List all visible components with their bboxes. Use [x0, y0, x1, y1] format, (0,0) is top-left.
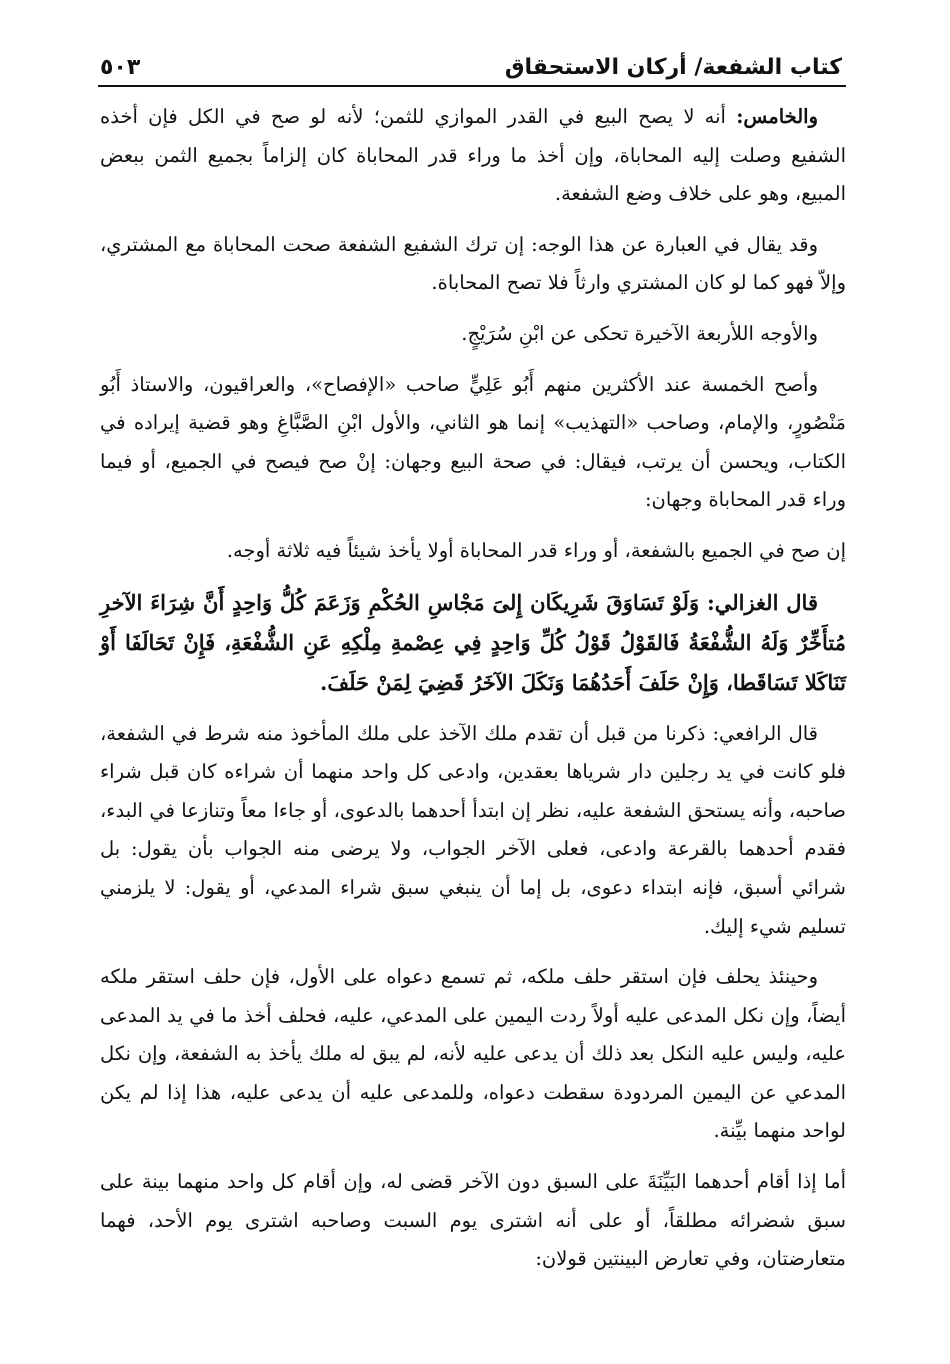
paragraph-text: والأوجه اللأربعة الآخيرة تحكى عن ابْنِ سُرَيْجٍ.: [461, 321, 818, 345]
paragraph-lead: والخامس:: [736, 105, 818, 128]
paragraph-text: وقد يقال في العبارة عن هذا الوجه: إن ترك الشفيع الشفعة صحت المحاباة مع المشتري، وإلاّ فهو كما لو كان المشتري وارثاً فلا تصح المحاباة.: [100, 232, 846, 295]
paragraph-ghazali-quote: [100, 583, 846, 703]
paragraph-oath-procedure: [100, 958, 846, 1151]
paragraph-fifth-view: [100, 98, 846, 214]
page-number: ٥٠٣: [100, 55, 141, 80]
paragraph-alternative-phrasing: [100, 226, 846, 303]
paragraph-lead: قال الغزالي:: [706, 589, 818, 615]
paragraph-attribution: [100, 315, 846, 354]
running-header: [100, 36, 842, 80]
header-rule: [98, 85, 846, 87]
paragraph-three-views: [100, 532, 846, 571]
paragraph-most-correct: [100, 366, 846, 520]
paragraph-text: قال الرافعي: ذكرنا من قبل أن تقدم ملك الآخذ على ملك المأخوذ منه شرط في الشفعة، فلو كانت في يد رجلين دار شرياها بعقدين، وادعى كل واحد منهما أن شراءه كان قبل شراء صاحبه، وأنه يستحق الشفعة عليه، نظر إن ابتدأ أحدهما بالدعوى، أو جاءا معاً وتنازعا في البدء، فقدم أحدهما بالقرعة وادعى، فعلى الآخر الجواب، ولا يرضى منه الجواب بأن يقول: بل شرائي أسبق، فإنه ابتداء دعوى، بل إما أن ينبغي سبق شراء المدعي، أو يقول: لا يلزمني تسليم شيء إليك.: [100, 721, 846, 938]
page-body: [100, 98, 846, 1291]
paragraph-evidence: [100, 1163, 846, 1279]
paragraph-text: إن صح في الجميع بالشفعة، أو وراء قدر المحاباة أولا يأخذ شيئاً فيه ثلاثة أوجه.: [226, 538, 846, 562]
paragraph-text: وأصح الخمسة عند الأكثرين منهم أَبُو عَلِيٍّ صاحب «الإفصاح»، والعراقيون، والاستاذ أَبُو مَنْصُورٍ، والإمام، وصاحب «التهذيب» إنما هو الثاني، والأول ابْنِ الصَّبَّاغِ وهو قضية إيراده في الكتاب، ويحسن أن يرتب، فيقال: في صحة البيع وجهان: إنْ صح فيصح في الجميع، أو فيما وراء قدر المحاباة وجهان:: [100, 372, 846, 512]
chapter-title: كتاب الشفعة/ أركان الاستحقاق: [504, 55, 842, 80]
paragraph-text: وحينئذ يحلف فإن استقر حلف ملكه، ثم تسمع دعواه على الأول، فإن حلف استقر ملكه أيضاً، وإن نكل المدعى عليه أولاً ردت اليمين على المدعي، عليه، فحلف أخذ ما في يد المدعى عليه، وليس عليه النكل بعد ذلك أن يدعى عليه لأنه، لم يبق له ملك يأخذ به الشفعة، وإن نكل المدعي عن اليمين المردودة سقطت دعواه، وللمدعى عليه أن يدعى عليه، هذا إذا لم يكن لواحد منهما بيِّنة.: [100, 965, 846, 1143]
paragraph-text: وَلَوْ تَسَاوَقَ شَرِيكَان إِلىَ مَجْاسِ الحُكْمِ وَزَعَمَ كُلُّ وَاحِدٍ أَنَّ شِرَاءَ الآخرِ مُتأَخِّرٌ وَلَهُ الشُّفْعَةُ فَالقَوْلُ قَوْلُ كُلِّ وَاحِدٍ فِي عِصْمةِ مِلْكِهِ عَنِ الشُّفْعَةِ، فَإِنْ تَحَالَفَا أَوْ تَنَاكَلا تَسَاقَطا، وَإِنْ حَلَفَ أَحَدُهُمَا وَنَكَلَ الآخَرُ قَضِيَ لِمَنْ حَلَفَ.: [100, 589, 846, 695]
paragraph-text: أما إذا أقام أحدهما البَيِّنَةَ على السبق دون الآخر قضى له، وإن أقام كل واحد منهما بينة على سبق شضرائه مطلقاً، أو على أنه اشترى يوم السبت وصاحبه اشترى يوم الأحد، فهما متعارضتان، وفي تعارض البينتين قولان:: [100, 1170, 846, 1271]
paragraph-text: أنه لا يصح البيع في القدر الموازي للثمن؛ لأنه لو صح في الكل فإن أخذه الشفيع وصلت إليه المحاباة، وإن أخذ ما وراء قدر المحاباة كان إلزاماً بجميع الثمن ببعض المبيع، وهو على خلاف وضع الشفعة.: [100, 105, 846, 206]
paragraph-rafii-commentary: [100, 715, 846, 947]
